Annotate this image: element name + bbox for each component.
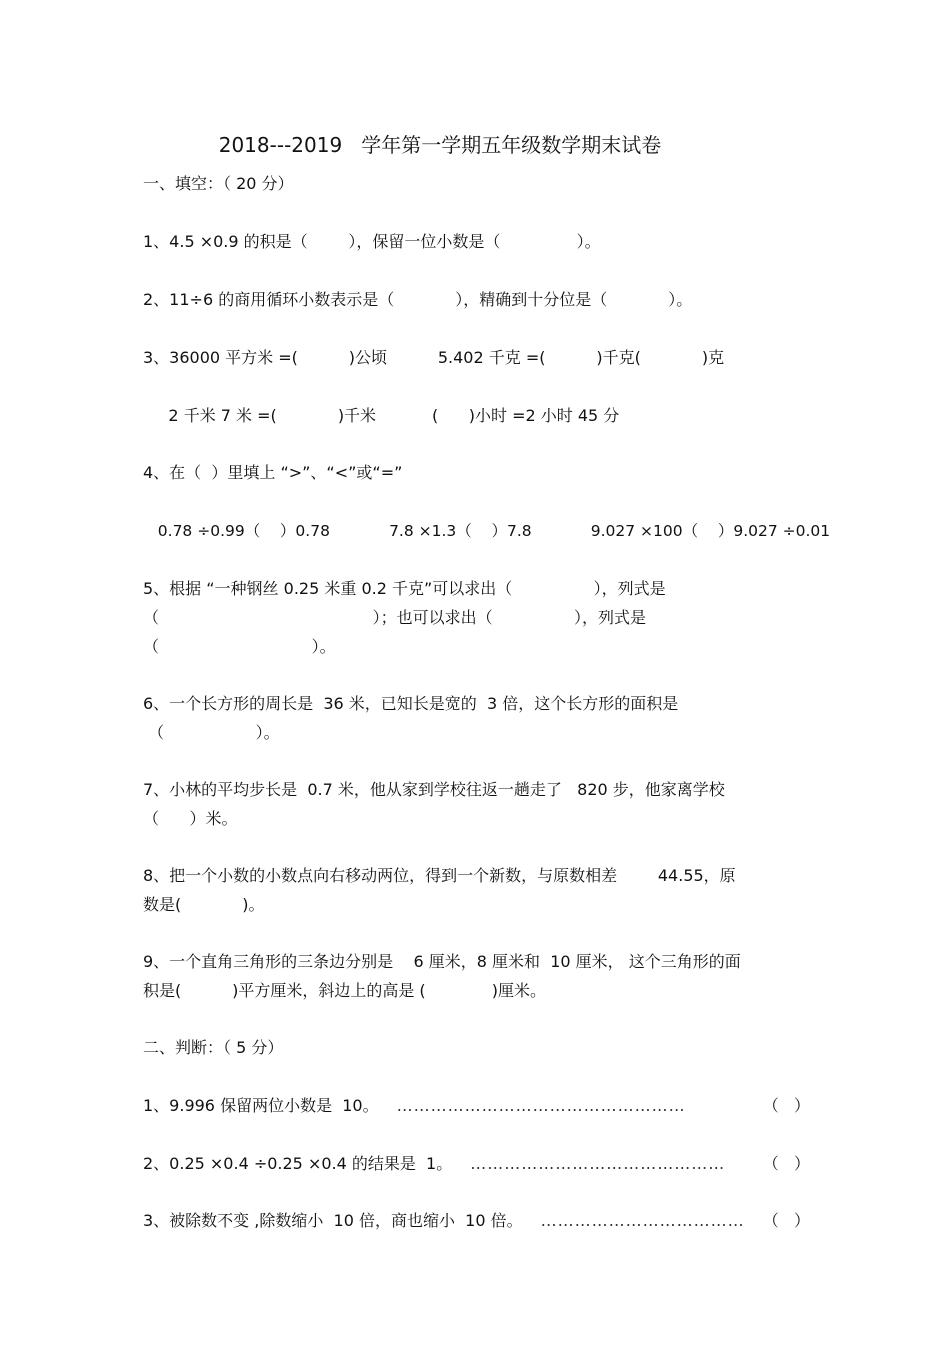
- judge-answer-blank: （ ）: [762, 1096, 810, 1115]
- judge-item-1: [143, 1096, 810, 1116]
- judge-item-dots: ………………………………………: [470, 1154, 726, 1173]
- judge-item-text: 2、0.25 ×0.4 ÷0.25 ×0.4 的结果是 1。: [143, 1154, 453, 1173]
- section2-heading: 二、判断：（ 5 分）: [143, 1038, 284, 1057]
- judge-answer-blank: （ ）: [762, 1154, 810, 1173]
- question-4-intro: 4、在（ ）里填上 “>”、“<”或“=”: [143, 463, 403, 482]
- question-3-line2: 2 千米 7 米 =( )千米 ( )小时 =2 小时 45 分: [143, 406, 620, 425]
- question-5-line2: （ ）；也可以求出（ ），列式是: [143, 608, 646, 627]
- judge-item-dots: ………………………………: [540, 1211, 745, 1230]
- judge-item-3: [143, 1211, 810, 1231]
- section1-heading: 一、填空：（ 20 分）: [143, 174, 294, 193]
- question-1: 1、4.5 ×0.9 的积是（ ），保留一位小数是（ ）。: [143, 232, 601, 251]
- question-4-items: 0.78 ÷0.99（ ）0.78 7.8 ×1.3（ ）7.8 9.027 ×100（ ）9.027 ÷0.01: [143, 522, 831, 540]
- exam-title: 2018---2019 学年第一学期五年级数学期末试卷: [218, 133, 662, 157]
- judge-item-text: 3、被除数不变 ,除数缩小 10 倍，商也缩小 10 倍。: [143, 1211, 523, 1230]
- question-2: 2、11÷6 的商用循环小数表示是（ ），精确到十分位是（ ）。: [143, 290, 693, 309]
- judge-answer-blank: （ ）: [762, 1211, 810, 1230]
- question-7-line1: 7、小林的平均步长是 0.7 米，他从家到学校往返一趟走了 820 步，他家离学校: [143, 780, 725, 799]
- question-9-line2: 积是( )平方厘米，斜边上的高是 ( )厘米。: [143, 981, 547, 1000]
- question-9-line1: 9、一个直角三角形的三条边分别是 6 厘米，8 厘米和 10 厘米， 这个三角形的面: [143, 952, 741, 971]
- question-8-line2: 数是( )。: [143, 895, 265, 914]
- judge-item-text: 1、9.996 保留两位小数是 10。: [143, 1096, 379, 1115]
- question-3-line1: 3、36000 平方米 =( )公顷 5.402 千克 =( )千克( )克: [143, 348, 725, 367]
- judge-item-dots: ……………………………………………: [396, 1096, 686, 1115]
- question-7-line2: （ ）米。: [143, 809, 238, 828]
- question-5-line3: （ ）。: [143, 637, 336, 656]
- question-5-line1: 5、根据 “一种钢丝 0.25 米重 0.2 千克”可以求出（ ），列式是: [143, 579, 666, 598]
- judge-item-2: [143, 1154, 810, 1174]
- question-6-line1: 6、一个长方形的周长是 36 米，已知长是宽的 3 倍，这个长方形的面积是: [143, 694, 679, 713]
- question-6-line2: （ ）。: [143, 723, 280, 742]
- question-8-line1: 8、把一个小数的小数点向右移动两位，得到一个新数，与原数相差 44.55，原: [143, 866, 736, 885]
